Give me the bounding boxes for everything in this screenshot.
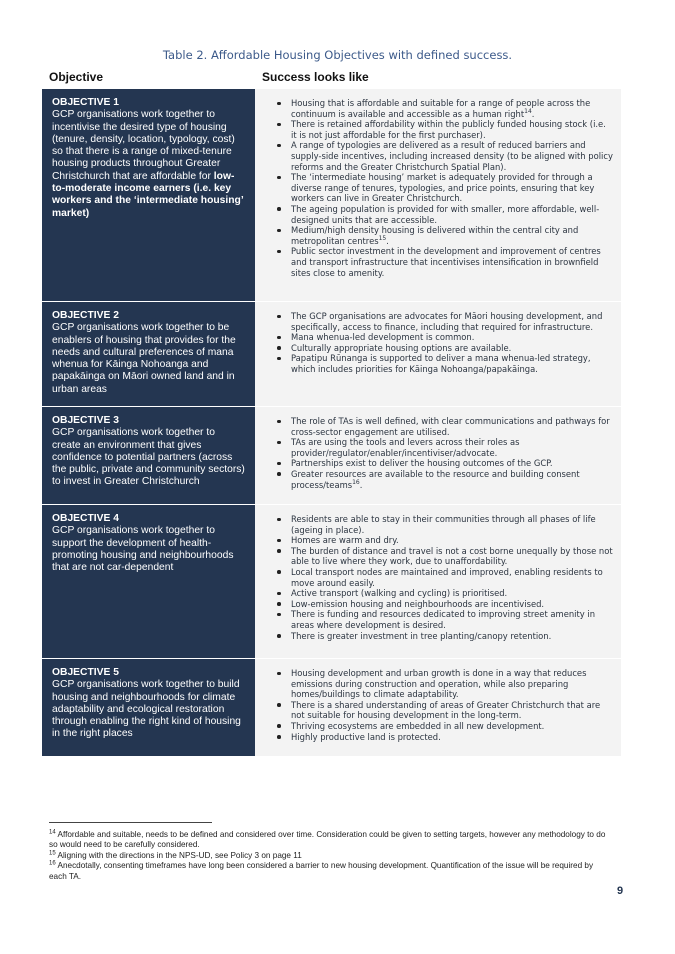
success-item-text: Homes are warm and dry.: [291, 535, 399, 546]
success-item-text: Highly productive land is protected.: [291, 731, 441, 742]
table-caption: Table 2. Affordable Housing Objectives with defined success.: [162, 48, 513, 62]
success-item-text: Papatipu Rūnanga is supported to deliver a mana whenua-led strategy, which includes priorities for Kāinga Nohoanga/papakāinga.: [291, 353, 591, 374]
success-item: [291, 225, 613, 246]
success-item: [291, 535, 613, 546]
success-list: [263, 514, 613, 641]
objective-title: OBJECTIVE 4: [52, 513, 119, 524]
footnote-text: Aligning with the directions in the NPS-UD, see Policy 3 on page 11: [55, 850, 302, 860]
success-item: [291, 567, 613, 588]
objective-text: GCP organisations work together to incentivise the desired type of housing (tenure, density, location, typology, cost) so that there is a range of mixed-tenure housing products throughout Greater Christchurch that are affordable for: [52, 109, 235, 182]
success-item-suffix: .: [531, 108, 535, 119]
success-item-text: Housing development and urban growth is done in a way that reduces emissions during construction and operation, while also preparing homes/buildings to climate adaptability.: [291, 668, 587, 700]
success-item-text: There is a shared understanding of areas of Greater Christchurch that are not suitable for housing development in the long-term.: [291, 699, 601, 721]
success-item-text: Housing that is affordable and suitable for a range of people across the continuum is available and accessible as a human right: [291, 98, 591, 119]
success-list: [263, 416, 613, 490]
success-item-text: There is greater investment in tree planting/canopy retention.: [291, 630, 552, 641]
success-item-text: Culturally appropriate housing options are available.: [291, 342, 512, 353]
objective-row: [42, 89, 621, 302]
success-item-text: The burden of distance and travel is not a cost borne unequally by those not able to live where they work, due to unaffordability.: [291, 545, 613, 567]
footnote-text: Anecdotally, consenting timeframes have long been considered a barrier to new housing development. Quantification of the issue will be required by each TA.: [49, 861, 594, 881]
objective-emphasis: low-to-moderate income earners (i.e. key workers and the ‘intermediate housing’ market): [52, 170, 244, 219]
success-item: [291, 588, 613, 599]
success-item: [291, 721, 613, 732]
objective-text: GCP organisations work together to create an environment that gives confidence to potential partners (across the public, private and community sectors) to invest in Greater Christchurch: [52, 427, 245, 488]
success-cell: [255, 505, 621, 658]
footnote-text: Affordable and suitable, needs to be defined and considered over time. Consideration could be given to setting targets, however any methodology to do so would need to be carefully considered.: [49, 830, 606, 850]
success-cell: [255, 89, 621, 301]
success-item: [291, 416, 613, 437]
footnote-ref: 14: [524, 107, 532, 115]
success-cell: [255, 659, 621, 756]
objective-title: OBJECTIVE 2: [52, 310, 119, 321]
success-item-text: There is funding and resources dedicated to improving street amenity in areas where development is desired.: [291, 609, 596, 630]
success-item: [291, 631, 613, 642]
footnote: [49, 861, 609, 882]
objective-text: GCP organisations work together to build housing and neighbourhoods for climate adaptability and ecological restoration through enabling the right kind of housing in the right places: [52, 679, 241, 740]
success-item-suffix: .: [386, 235, 389, 246]
success-item: [291, 246, 613, 278]
success-item: [291, 98, 613, 119]
success-item: [291, 668, 613, 700]
objectives-table: [42, 89, 621, 757]
success-item: [291, 204, 613, 225]
success-item: [291, 140, 613, 172]
footnote-ref: 15: [378, 234, 387, 242]
success-item: [291, 732, 613, 743]
success-item: [291, 119, 613, 140]
objective-cell: [42, 89, 255, 301]
success-item-text: Public sector investment in the development and improvement of centres and transport infrastructure that incentivises intensification in brownfield sites close to amenity.: [291, 246, 601, 278]
success-item: [291, 599, 613, 610]
objective-column-header: Objective: [49, 70, 104, 84]
success-item-text: There is retained affordability within the publicly funded housing stock (i.e. it is not just affordable for the first purchaser).: [291, 119, 606, 140]
objective-title: OBJECTIVE 3: [52, 415, 119, 426]
objective-cell: [42, 659, 255, 756]
objective-row: [42, 505, 621, 659]
success-item-text: TAs are using the tools and levers across their roles as provider/regulator/enabler/incentiviser/advocate.: [291, 437, 520, 458]
footnote: [49, 830, 609, 851]
footnote: [49, 851, 609, 861]
page-number: 9: [617, 885, 624, 897]
success-item-text: Medium/high density housing is delivered within the central city and metropolitan centres: [291, 225, 579, 246]
success-column-header: Success looks like: [262, 70, 369, 84]
objective-cell: [42, 302, 255, 406]
success-item: [291, 514, 613, 535]
objective-cell: [42, 505, 255, 658]
footnote-number: 15: [49, 850, 56, 857]
objective-text: GCP organisations work together to be enablers of housing that provides for the needs and cultural preferences of mana whenua for Kāinga Nohoanga and papakāinga on Māori owned land and in urban areas: [52, 322, 236, 395]
success-item-text: Thriving ecosystems are embedded in all new development.: [291, 720, 545, 731]
objective-text: GCP organisations work together to support the development of health-promoting housing and neighbourhoods that are not car-dependent: [52, 525, 234, 574]
objective-row: [42, 302, 621, 407]
success-item: [291, 458, 613, 469]
objective-title: OBJECTIVE 5: [52, 667, 119, 678]
success-item-text: A range of typologies are delivered as a result of reduced barriers and supply-side incentives, including increased density (to be aligned with policy reforms and the Greater Christchurch Spatial Plan).: [291, 140, 613, 172]
footnote-number: 16: [49, 860, 56, 867]
objective-row: [42, 659, 621, 757]
footnotes: [49, 830, 609, 882]
success-item-text: Active transport (walking and cycling) is prioritised.: [291, 588, 508, 599]
success-item-text: Low-emission housing and neighbourhoods are incentivised.: [291, 598, 545, 609]
success-item: [291, 172, 613, 204]
success-item-text: The GCP organisations are advocates for Māori housing development, and specifically, access to finance, including that required for infrastructure.: [291, 311, 603, 332]
objective-row: [42, 407, 621, 505]
success-item-text: Greater resources are available to the resource and building consent process/teams: [291, 468, 580, 490]
objective-title: OBJECTIVE 1: [52, 97, 119, 108]
success-item: [291, 546, 613, 567]
success-item: [291, 332, 613, 343]
success-list: [263, 311, 613, 375]
success-item-suffix: .: [359, 479, 363, 490]
success-item: [291, 469, 613, 490]
success-item-text: Residents are able to stay in their communities through all phases of life (ageing in place).: [291, 514, 596, 535]
success-list: [263, 98, 613, 278]
success-item: [291, 311, 613, 332]
success-item-text: Partnerships exist to deliver the housing outcomes of the GCP.: [291, 458, 553, 469]
success-item: [291, 437, 613, 458]
success-item: [291, 343, 613, 354]
success-item-text: The ‘intermediate housing’ market is adequately provided for through a diverse range of tenures, typologies, and price points, ensuring that key workers can live in Greater Christchurch.: [291, 172, 595, 204]
footnote-ref: 16: [352, 478, 360, 486]
footnote-divider: [49, 822, 212, 823]
success-list: [263, 668, 613, 742]
success-item-text: The role of TAs is well defined, with clear communications and pathways for cross-sector engagement are utilised.: [291, 416, 610, 437]
success-item-text: The ageing population is provided for with smaller, more affordable, well-designed units that are accessible.: [291, 203, 600, 225]
success-cell: [255, 302, 621, 406]
success-item: [291, 700, 613, 721]
success-item: [291, 609, 613, 630]
success-cell: [255, 407, 621, 504]
footnote-number: 14: [49, 829, 56, 836]
success-item-text: Local transport nodes are maintained and improved, enabling residents to move around easily.: [291, 566, 603, 588]
objective-cell: [42, 407, 255, 504]
success-item: [291, 353, 613, 374]
success-item-text: Mana whenua-led development is common.: [291, 332, 475, 343]
